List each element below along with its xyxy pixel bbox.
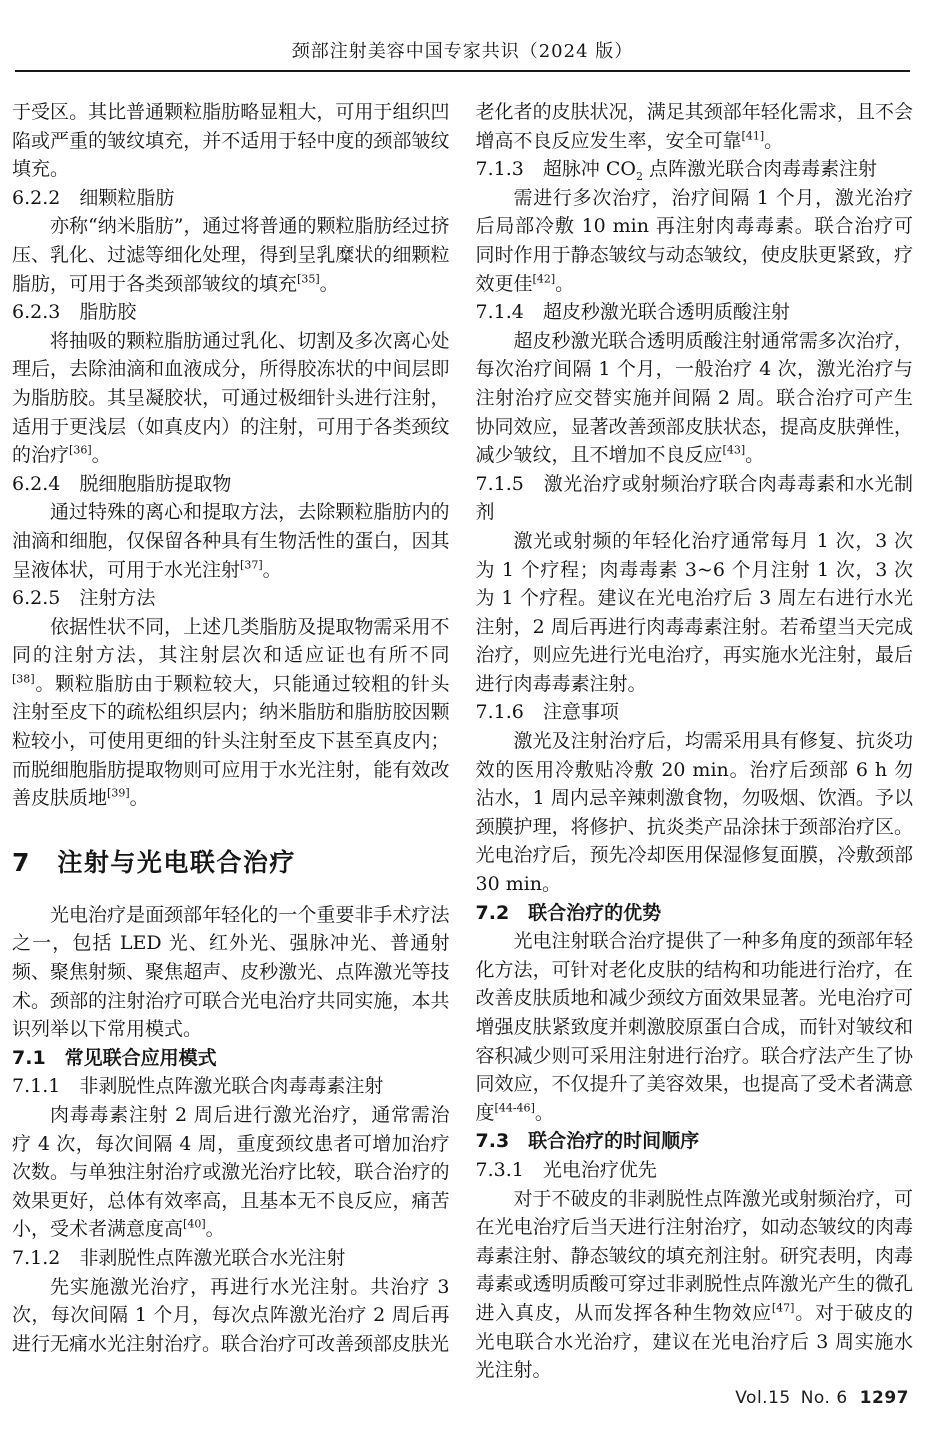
paragraph-7-1-1: 肉毒毒素注射 2 周后进行激光治疗，通常需治疗 4 次，每次间隔 4 周，重度颈纹患者可增加治疗次数。与单独注射治疗或激光治疗比较，联合治疗的效果更好，总体有效率高，且基本无不良反应，痛苦小，受术者满意度高[40]。 [12,1104,450,1241]
paragraph-7-1-6: 激光及注射治疗后，均需采用具有修复、抗炎功效的医用冷敷贴冷敷 20 min。治疗后颈部 6 h 勿沾水，1 周内忌辛辣刺激食物，勿吸烟、饮酒。予以颈膜护理，将修护、抗炎类产品涂抹于颈部治疗区。光电治疗后，预先冷却医用保湿修复面膜，冷敷颈部 30 min。 [475,730,913,896]
page-header [0,0,925,72]
heading-6-2-2: 6.2.2 细颗粒脂肪 [12,186,175,209]
paragraph-7-1-4: 超皮秒激光联合透明质酸注射通常需多次治疗，每次治疗间隔 1 个月，一般治疗 4 次，激光治疗与注射治疗应交替实施并间隔 2 周。联合治疗可产生协同效应，显著改善颈部皮肤状态，提高皮肤弹性，减少皱纹，且不增加不良反应[43]。 [475,329,913,467]
paragraph-6-2-4: 通过特殊的离心和提取方法，去除颗粒脂肪内的油滴和细胞，仅保留各种具有生物活性的蛋白，因其呈液体状，可用于水光注射[37]。 [12,501,450,581]
paragraph-7-1-5: 激光或射频的年轻化治疗通常每月 1 次，3 次为 1 个疗程；肉毒毒素 3~6 个月注射 1 次，3 次为 1 个疗程。建议在光电治疗后 3 周左右进行水光注射，2 周后再进行肉毒毒素注射。若希望当天完成治疗，则应先进行光电治疗，再实施水光注射，最后进行肉毒毒素注射。 [475,529,913,695]
heading-7-2: 7.2 联合治疗的优势 [475,901,662,924]
heading-6-2-5: 6.2.5 注射方法 [12,587,156,610]
citation-reference: [43] [722,443,746,457]
paragraph-7-1-2-continued: 老化者的皮肤状况，满足其颈部年轻化需求，且不会增高不良反应发生率，安全可靠[41]。 [475,101,913,152]
paragraph-7-1-2: 先实施激光治疗，再进行水光注射。共治疗 3 次，每次间隔 1 个月，每次点阵激光治疗 2 周后再进行无痛水光注射治疗。联合治疗可改善颈部皮肤光 [12,1275,450,1355]
heading-6-2-3: 6.2.3 脂肪胶 [12,301,137,324]
citation-reference: [38] [12,672,35,686]
issue-label: No. 6 [800,1388,848,1408]
citation-reference: [44-46] [494,1101,535,1115]
citation-reference: [35] [297,272,320,286]
heading-7-1-5: 7.1.5 激光治疗或射频治疗联合肉毒毒素和水光制剂 [475,472,913,524]
paragraph-7-intro: 光电治疗是面颈部年轻化的一个重要非手术疗法之一，包括 LED 光、红外光、强脉冲光、普通射频、聚焦射频、聚焦超声、皮秒激光、点阵激光等技术。颈部的注射治疗可联合光电治疗共同实施，本共识列举以下常用模式。 [12,903,450,1041]
heading-7-3-1: 7.3.1 光电治疗优先 [475,1158,657,1181]
content-columns [0,72,925,1385]
paragraph-6-2-2: 亦称“纳米脂肪”，通过将普通的颗粒脂肪经过挤压、乳化、过滤等细化处理，得到呈乳糜状的细颗粒脂肪，可用于各类颈部皱纹的填充[35]。 [12,215,450,295]
paragraph-granular-fat-continued: 于受区。其比普通颗粒脂肪略显粗大，可用于组织凹陷或严重的皱纹填充，并不适用于轻中度的颈部皱纹填充。 [12,101,450,181]
column-left [12,98,450,1385]
citation-reference: [47] [771,1301,795,1315]
paragraph-6-2-3: 将抽吸的颗粒脂肪通过乳化、切割及多次离心处理后，去除油滴和血液成分，所得胶冻状的中间层即为脂肪胶。其呈凝胶状，可通过极细针头进行注射，适用于更浅层（如真皮内）的注射，可用于各类颈纹的治疗[36]。 [12,329,450,467]
heading-7-1-3: 7.1.3 超脉冲 $CO_2$ 点阵激光联合肉毒毒素注射 [475,158,878,183]
citation-reference: [42] [532,272,556,286]
citation-reference: [36] [69,443,92,457]
citation-reference: [37] [240,558,263,572]
paragraph-6-2-5: 依据性状不同，上述几类脂肪及提取物需采用不同的注射方法，其注射层次和适应证也有所不同[38]。颗粒脂肪由于颗粒较大，只能通过较粗的针头注射至皮下的疏松组织层内；纳米脂肪和脂肪胶因颗粒较小，可使用更细的针头注射至皮下甚至真皮内；而脱细胞脂肪提取物则可应用于水光注射，能有效改善皮肤质地[39]。 [12,615,450,810]
heading-7-1: 7.1 常见联合应用模式 [12,1046,217,1069]
subscript-text: 2 [636,169,644,183]
heading-6-2-4: 6.2.4 脱细胞脂肪提取物 [12,472,232,495]
page-footer [735,1388,909,1408]
paragraph-7-2: 光电注射联合治疗提供了一种多角度的颈部年轻化方法，可针对老化皮肤的结构和功能进行治疗，在改善皮肤质地和减少颈纹方面效果显著。光电治疗可增强皮肤紧致度并刺激胶原蛋白合成，而针对皱纹和容积减少则可采用注射进行治疗。联合疗法产生了协同效应，不仅提升了美容效果，也提高了受术者满意度[44-46]。 [475,930,913,1124]
heading-7: 7 注射与光电联合治疗 [12,847,296,877]
citation-reference: [39] [107,786,130,800]
column-right [476,98,914,1385]
running-head-title: 颈部注射美容中国专家共识（2024 版） [291,41,634,62]
page-number: 1297 [859,1388,909,1408]
heading-7-1-2: 7.1.2 非剥脱性点阵激光联合水光注射 [12,1246,346,1269]
volume-label: Vol.15 [735,1388,791,1408]
heading-7-3: 7.3 联合治疗的时间顺序 [475,1130,700,1153]
citation-reference: [40] [183,1218,206,1232]
paragraph-7-1-3: 需进行多次治疗，治疗间隔 1 个月，激光治疗后局部冷敷 10 min 再注射肉毒毒素。联合治疗可同时作用于静态皱纹与动态皱纹，使皮肤更紧致，疗效更佳[42]。 [475,186,913,295]
citation-reference: [41] [741,129,765,143]
paragraph-7-3-1: 对于不破皮的非剥脱性点阵激光或射频治疗，可在光电治疗后当天进行注射治疗，如动态皱纹的肉毒毒素注射、静态皱纹的填充剂注射。研究表明，肉毒毒素或透明质酸可穿过非剥脱性点阵激光产生的微孔进入真皮，从而发挥各种生物效应[47]。对于破皮的光电联合水光治疗，建议在光电治疗后 3 周实施水光注射。 [475,1187,913,1382]
heading-7-1-1: 7.1.1 非剥脱性点阵激光联合肉毒毒素注射 [12,1075,384,1098]
heading-7-1-4: 7.1.4 超皮秒激光联合透明质酸注射 [475,301,790,324]
heading-7-1-6: 7.1.6 注意事项 [475,701,619,724]
